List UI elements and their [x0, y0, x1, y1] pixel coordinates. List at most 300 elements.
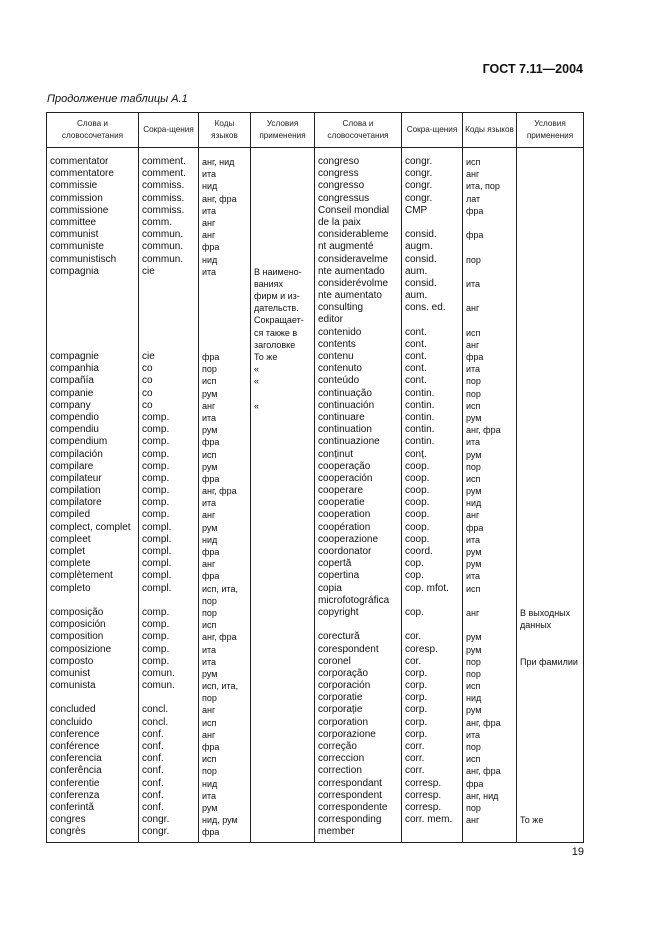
- table-cell: [466, 290, 516, 302]
- table-cell: coord.: [405, 546, 433, 557]
- table-cell: [254, 217, 314, 229]
- table-cell: cooperatie: [318, 497, 365, 509]
- table-cell: complect, complet: [50, 521, 131, 533]
- table-cell: comp.: [142, 619, 170, 631]
- table-cell: comp.: [142, 448, 170, 460]
- table-cell: пор: [202, 364, 217, 375]
- table-cell: commun.: [142, 229, 184, 241]
- table-cell: рум: [466, 632, 482, 643]
- table-cell: corp.: [405, 704, 428, 716]
- table-cell: [520, 546, 583, 558]
- table-cell: compagnia: [50, 265, 99, 277]
- table-cell: communistisch: [50, 253, 117, 265]
- table-cell: исп, ита,: [202, 583, 238, 594]
- table-cell: [254, 668, 314, 680]
- table-cell: commission: [50, 192, 103, 204]
- header-words: Слова и словосочетания: [47, 113, 139, 148]
- table-cell: compendium: [50, 436, 108, 448]
- table-cell: анг, фра: [466, 717, 501, 728]
- table-cell: [520, 217, 583, 229]
- table-cell: cor.: [405, 655, 422, 667]
- table-cell: [254, 644, 314, 656]
- table-cell: aum.: [405, 290, 428, 302]
- table-cell: [202, 290, 250, 302]
- table-cell: comunista: [50, 680, 96, 692]
- conditions-column-1: [251, 148, 315, 843]
- table-cell: рум: [466, 705, 482, 716]
- table-cell: comun.: [142, 667, 175, 679]
- table-cell: comunist: [50, 667, 91, 679]
- table-cell: [520, 692, 583, 704]
- table-cell: comment.: [142, 168, 186, 180]
- table-cell: continuación: [318, 399, 375, 411]
- table-cell: [520, 497, 583, 509]
- conditions-column-2: [517, 148, 584, 843]
- table-cell: пор: [466, 656, 481, 667]
- table-cell: congr.: [405, 192, 433, 204]
- table-cell: contents: [318, 338, 356, 350]
- table-cell: [202, 327, 250, 339]
- table-cell: cie: [142, 265, 155, 277]
- table-cell: committee: [50, 216, 97, 228]
- table-cell: анг: [202, 230, 216, 241]
- table-cell: ита: [202, 498, 217, 509]
- table-cell: пор: [466, 388, 481, 399]
- table-cell: augm.: [405, 241, 433, 253]
- table-cell: ваниях: [254, 278, 284, 289]
- table-cell: фра: [466, 230, 484, 241]
- table-cell: анг: [202, 729, 216, 740]
- table-cell: [254, 753, 314, 765]
- table-cell: complet: [50, 546, 86, 557]
- table-cell: composto: [50, 655, 94, 667]
- table-cell: microfotográfica: [318, 594, 390, 606]
- table-cell: [50, 595, 138, 607]
- table-cell: corr.: [405, 753, 425, 765]
- table-cell: commentatore: [50, 168, 114, 180]
- table-cell: фра: [466, 778, 484, 789]
- table-cell: анг: [202, 510, 216, 521]
- table-cell: [254, 607, 314, 619]
- table-cell: [520, 826, 583, 838]
- table-cell: «: [254, 364, 260, 375]
- table-cell: исп: [202, 449, 217, 460]
- table-cell: [520, 522, 583, 534]
- table-cell: cop.: [405, 606, 424, 618]
- table-cell: исп: [466, 754, 481, 765]
- table-cell: conf.: [142, 741, 164, 752]
- table-cell: corp.: [405, 692, 428, 704]
- table-cell: [520, 388, 583, 400]
- table-cell: [50, 302, 138, 314]
- table-cell: [520, 802, 583, 814]
- table-cell: conteúdo: [318, 375, 360, 387]
- table-cell: фра: [466, 352, 484, 362]
- table-cell: composição: [50, 606, 104, 618]
- table-cell: [466, 241, 516, 253]
- table-cell: нид: [202, 181, 218, 192]
- abbreviations-column-1: [139, 148, 199, 843]
- table-cell: [142, 290, 198, 302]
- table-cell: Сокращает-: [254, 315, 304, 326]
- table-cell: consid.: [405, 229, 437, 241]
- table-cell: compl.: [142, 533, 172, 545]
- table-cell: commun.: [142, 241, 184, 253]
- table-cell: nte aumentato: [318, 290, 382, 302]
- table-cell: corporación: [318, 680, 371, 692]
- table-cell: complètement: [50, 570, 113, 582]
- table-cell: [254, 509, 314, 521]
- table-cell: [254, 704, 314, 716]
- table-cell: В наимено-: [254, 266, 302, 277]
- table-cell: [50, 314, 138, 326]
- table-cell: coop.: [405, 509, 430, 521]
- table-cell: commiss.: [142, 192, 185, 204]
- table-cell: conferentie: [50, 777, 100, 789]
- table-cell: [50, 339, 138, 351]
- table-cell: [254, 461, 314, 473]
- words-list: [50, 156, 138, 839]
- table-cell: [254, 534, 314, 546]
- table-cell: corp.: [405, 728, 428, 740]
- table-cell: congrès: [50, 826, 86, 838]
- table-cell: contin.: [405, 399, 435, 411]
- table-cell: ита: [466, 534, 481, 545]
- table-cell: cons. ed.: [405, 302, 446, 314]
- table-cell: [520, 753, 583, 765]
- table-cell: [254, 436, 314, 448]
- table-cell: compl.: [142, 521, 172, 533]
- table-cell: concl.: [142, 716, 169, 728]
- table-cell: фра: [202, 437, 220, 448]
- table-cell: cooperation: [318, 509, 371, 521]
- table-cell: [520, 302, 583, 314]
- table-cell: cont.: [405, 375, 427, 387]
- table-cell: исп: [466, 583, 481, 594]
- table-cell: [520, 327, 583, 339]
- table-cell: corresponding: [318, 814, 382, 826]
- table-cell: [254, 229, 314, 241]
- table-cell: фра: [202, 827, 220, 838]
- table-cell: [254, 205, 314, 217]
- table-cell: исп: [202, 717, 217, 728]
- table-cell: corr.: [405, 765, 425, 777]
- table-cell: concluded: [50, 704, 96, 716]
- table-cell: [254, 424, 314, 436]
- table-cell: aum.: [405, 265, 428, 277]
- table-cell: corporatie: [318, 692, 363, 704]
- table-cell: «: [254, 400, 260, 411]
- table-cell: coop.: [405, 460, 430, 472]
- table-cell: ита, пор: [466, 181, 500, 192]
- table-cell: [405, 314, 462, 326]
- table-cell: [254, 156, 314, 168]
- table-cell: нид: [202, 778, 218, 789]
- table-cell: cont.: [405, 351, 427, 362]
- table-cell: нид, рум: [202, 815, 238, 826]
- table-cell: [520, 375, 583, 387]
- table-cell: [50, 278, 138, 290]
- table-cell: пор: [466, 376, 481, 387]
- table-cell: ита: [202, 412, 217, 423]
- table-cell: companhia: [50, 363, 99, 375]
- table-cell: дательств.: [254, 303, 299, 314]
- table-cell: conferintã: [50, 801, 94, 813]
- table-cell: [520, 473, 583, 485]
- table-cell: [520, 631, 583, 643]
- table-cell: исп: [202, 376, 217, 387]
- table-body-row: [47, 148, 584, 843]
- table-cell: [520, 644, 583, 656]
- table-cell: [202, 314, 250, 326]
- table-cell: [254, 741, 314, 753]
- table-cell: continuation: [318, 424, 372, 436]
- table-cell: [318, 619, 401, 631]
- table-cell: [254, 583, 314, 595]
- table-caption: Продолжение таблицы А.1: [47, 93, 188, 105]
- table-cell: исп, ита,: [202, 681, 238, 692]
- table-cell: пор: [202, 693, 217, 704]
- table-cell: [520, 704, 583, 716]
- table-cell: [520, 765, 583, 777]
- table-cell: conț.: [405, 448, 427, 460]
- table-cell: [142, 595, 198, 607]
- table-cell: corr. mem.: [405, 814, 453, 826]
- table-cell: nt augmenté: [318, 241, 374, 253]
- table-cell: co: [142, 375, 153, 387]
- table-cell: рум: [466, 547, 482, 557]
- abbreviations-list: [142, 156, 198, 839]
- table-cell: cont.: [405, 338, 427, 350]
- words-list-2: [318, 156, 401, 839]
- table-cell: congreso: [318, 156, 360, 167]
- codes-list-2: [466, 156, 516, 839]
- codes-column-1: [199, 148, 251, 843]
- table-cell: compiled: [50, 509, 91, 521]
- table-cell: completo: [50, 582, 91, 594]
- table-cell: нид: [466, 498, 482, 509]
- table-cell: исп: [466, 157, 481, 167]
- table-cell: copertina: [318, 570, 360, 582]
- table-cell: conferencia: [50, 753, 102, 765]
- table-cell: ита: [202, 169, 217, 180]
- table-cell: фра: [202, 547, 220, 557]
- table-cell: conf.: [142, 765, 164, 777]
- table-cell: анг: [466, 303, 480, 314]
- table-cell: [520, 351, 583, 363]
- table-cell: corporație: [318, 704, 363, 716]
- table-cell: [520, 717, 583, 729]
- table-cell: cooperazione: [318, 533, 379, 545]
- table-cell: То же: [520, 815, 544, 826]
- conditions-list-2: [520, 156, 583, 839]
- table-cell: correspondente: [318, 801, 388, 813]
- table-cell: corresp.: [405, 789, 442, 801]
- table-cell: [254, 546, 314, 558]
- table-cell: consid.: [405, 253, 437, 265]
- table-cell: correspondant: [318, 777, 382, 789]
- table-cell: comp.: [142, 424, 170, 436]
- table-cell: пор: [466, 461, 481, 472]
- table-cell: comp.: [142, 509, 170, 521]
- table-cell: nte aumentado: [318, 265, 385, 277]
- table-cell: commissione: [50, 204, 109, 216]
- table-cell: [520, 449, 583, 461]
- table-cell: рум: [466, 644, 482, 655]
- table-cell: comp.: [142, 631, 170, 643]
- table-cell: co: [142, 399, 153, 411]
- table-cell: [254, 558, 314, 570]
- table-cell: correccion: [318, 753, 365, 765]
- table-cell: congressus: [318, 192, 370, 204]
- table-cell: анг, фра: [202, 486, 237, 497]
- table-cell: фра: [202, 473, 220, 484]
- table-cell: фирм и из-: [254, 291, 300, 302]
- table-cell: анг, фра: [202, 193, 237, 204]
- table-cell: contin.: [405, 424, 435, 436]
- table-cell: continuazione: [318, 436, 380, 448]
- table-cell: contin.: [405, 411, 435, 423]
- table-cell: cooperación: [318, 472, 373, 484]
- table-cell: В выходных: [520, 607, 571, 618]
- abbreviations-column-2: [402, 148, 463, 843]
- table-cell: [466, 595, 516, 607]
- table-cell: [254, 631, 314, 643]
- table-cell: рум: [202, 522, 218, 533]
- table-cell: [405, 595, 462, 607]
- table-cell: corresp.: [405, 777, 442, 789]
- table-cell: анг: [466, 510, 480, 521]
- table-cell: co: [142, 363, 153, 375]
- table-cell: рум: [202, 802, 218, 813]
- table-cell: То же: [254, 352, 278, 362]
- table-cell: лат: [466, 193, 481, 204]
- table-cell: corectură: [318, 631, 360, 643]
- table-cell: conf.: [142, 801, 164, 813]
- table-cell: [520, 436, 583, 448]
- table-cell: compendio: [50, 411, 99, 423]
- table-cell: [202, 278, 250, 290]
- table-cell: заголовке: [254, 339, 296, 350]
- table-cell: рум: [466, 412, 482, 423]
- table-cell: coronel: [318, 655, 351, 667]
- table-cell: comp.: [142, 485, 170, 497]
- table-cell: congr.: [405, 180, 433, 192]
- table-cell: пор: [202, 607, 217, 618]
- table-cell: contin.: [405, 387, 435, 399]
- table-cell: [520, 290, 583, 302]
- abbreviation-table: [46, 112, 584, 843]
- table-cell: correspondent: [318, 789, 382, 801]
- table-cell: [50, 327, 138, 339]
- table-cell: contenu: [318, 351, 354, 362]
- table-cell: ита: [202, 205, 217, 216]
- table-cell: ита: [466, 364, 481, 375]
- table-cell: ся также в: [254, 327, 298, 338]
- table-cell: ита: [466, 437, 481, 448]
- table-cell: correction: [318, 765, 362, 777]
- table-cell: рум: [202, 461, 218, 472]
- table-cell: [254, 522, 314, 534]
- table-cell: corporazione: [318, 728, 376, 740]
- table-cell: пор: [466, 254, 481, 265]
- table-cell: composición: [50, 619, 106, 631]
- table-cell: фра: [466, 522, 484, 533]
- table-cell: conf.: [142, 753, 164, 765]
- table-cell: corporation: [318, 716, 369, 728]
- table-cell: correção: [318, 741, 357, 752]
- table-cell: [520, 778, 583, 790]
- header-abbreviations-2: Сокра-щения: [402, 113, 463, 148]
- header-words-2: Слова и словосочетания: [315, 113, 402, 148]
- table-cell: [520, 193, 583, 205]
- table-cell: [254, 802, 314, 814]
- table-cell: compl.: [142, 582, 172, 594]
- table-cell: ита: [466, 729, 481, 740]
- table-cell: congress: [318, 168, 359, 180]
- table-cell: анг, нид: [202, 157, 235, 167]
- table-cell: coopération: [318, 521, 371, 533]
- table-cell: [254, 168, 314, 180]
- table-cell: рум: [202, 388, 218, 399]
- table-cell: [466, 217, 516, 229]
- table-cell: [405, 619, 462, 631]
- table-cell: conf.: [142, 728, 164, 740]
- table-cell: editor: [318, 314, 344, 326]
- table-cell: consid.: [405, 277, 437, 289]
- table-cell: пор: [202, 766, 217, 777]
- table-cell: [254, 388, 314, 400]
- table-cell: cop.: [405, 558, 424, 570]
- table-cell: conferenza: [50, 789, 100, 801]
- table-cell: нид: [202, 534, 218, 545]
- table-cell: coop.: [405, 521, 430, 533]
- table-cell: compilación: [50, 448, 103, 460]
- table-cell: considerableme: [318, 229, 389, 241]
- table-cell: [405, 826, 462, 838]
- table-cell: coop.: [405, 485, 430, 497]
- table-cell: conf.: [142, 777, 164, 789]
- table-cell: фра: [202, 742, 220, 752]
- table-cell: cor.: [405, 631, 422, 643]
- table-cell: composizione: [50, 643, 112, 655]
- table-cell: [254, 619, 314, 631]
- table-cell: compl.: [142, 570, 172, 582]
- table-cell: [254, 729, 314, 741]
- table-cell: анг: [466, 607, 480, 618]
- table-cell: [520, 266, 583, 278]
- table-cell: cie: [142, 351, 155, 362]
- table-cell: corespondent: [318, 643, 379, 655]
- table-cell: ита: [466, 278, 481, 289]
- table-cell: comm.: [142, 216, 172, 228]
- table-cell: [520, 424, 583, 436]
- table-cell: consideravelme: [318, 253, 389, 265]
- table-cell: [520, 412, 583, 424]
- table-cell: commissie: [50, 180, 98, 192]
- table-cell: [254, 485, 314, 497]
- table-cell: conf.: [142, 789, 164, 801]
- table-cell: compilare: [50, 460, 94, 472]
- table-cell: [142, 327, 198, 339]
- table-cell: исп: [202, 754, 217, 765]
- table-cell: При фамилии: [520, 656, 578, 667]
- table-cell: comp.: [142, 655, 170, 667]
- table-cell: [520, 534, 583, 546]
- table-cell: рум: [202, 425, 218, 436]
- table-cell: [520, 400, 583, 412]
- table-cell: ита: [202, 790, 217, 801]
